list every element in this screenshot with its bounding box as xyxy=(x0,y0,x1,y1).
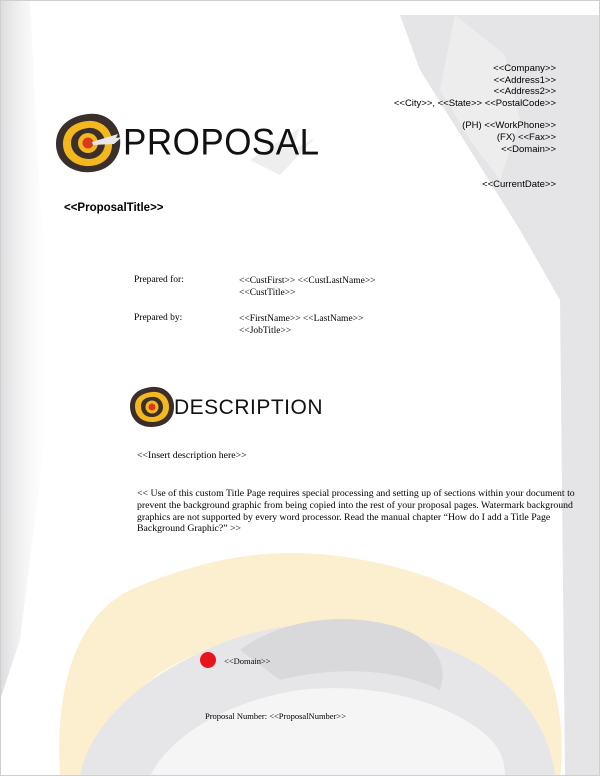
proposal-number-field: <<ProposalNumber>> xyxy=(269,711,346,721)
prepared-for-label: Prepared for: xyxy=(134,275,184,285)
description-target-icon xyxy=(129,386,175,428)
address2-field: <<Address2>> xyxy=(493,86,556,98)
footer-domain-field: <<Domain>> xyxy=(224,656,271,666)
prepared-for-block xyxy=(239,275,376,299)
description-instructions: << Use of this custom Title Page requires special processing and setting up of sections within your document to prevent the background graphic from being copied into the rest of your proposal pages. Watermark background graphics are not supported by every word processor. Read the manual chapter “How do I add a Title Page Background Graphic?” >> xyxy=(137,488,575,535)
red-dot-icon xyxy=(200,652,216,668)
work-phone-field: (PH) <<WorkPhone>> xyxy=(462,120,556,132)
proposal-title-field: <<ProposalTitle>> xyxy=(64,202,164,214)
author-name-field: <<FirstName>> <<LastName>> xyxy=(239,314,364,324)
fax-field: (FX) <<Fax>> xyxy=(496,131,556,143)
description-heading: DESCRIPTION xyxy=(174,396,324,419)
proposal-number-line xyxy=(205,711,346,721)
contact-block xyxy=(394,63,556,191)
customer-title-field: <<CustTitle>> xyxy=(239,288,296,298)
proposal-number-label: Proposal Number: xyxy=(205,711,270,721)
target-logo-icon xyxy=(52,112,124,174)
current-date-field: <<CurrentDate>> xyxy=(482,179,556,191)
address1-field: <<Address1>> xyxy=(493,74,556,86)
city-state-postal-field: <<City>>, <<State>> <<PostalCode>> xyxy=(393,97,556,109)
proposal-heading: PROPOSAL xyxy=(123,122,320,163)
domain-field: <<Domain>> xyxy=(501,143,556,155)
customer-name-field: <<CustFirst>> <<CustLastName>> xyxy=(239,276,376,286)
prepared-by-block xyxy=(239,313,363,337)
company-field: <<Company>> xyxy=(493,63,556,74)
prepared-by-label: Prepared by: xyxy=(134,313,183,323)
description-placeholder: <<Insert description here>> xyxy=(137,450,247,461)
author-title-field: <<JobTitle>> xyxy=(239,326,292,336)
